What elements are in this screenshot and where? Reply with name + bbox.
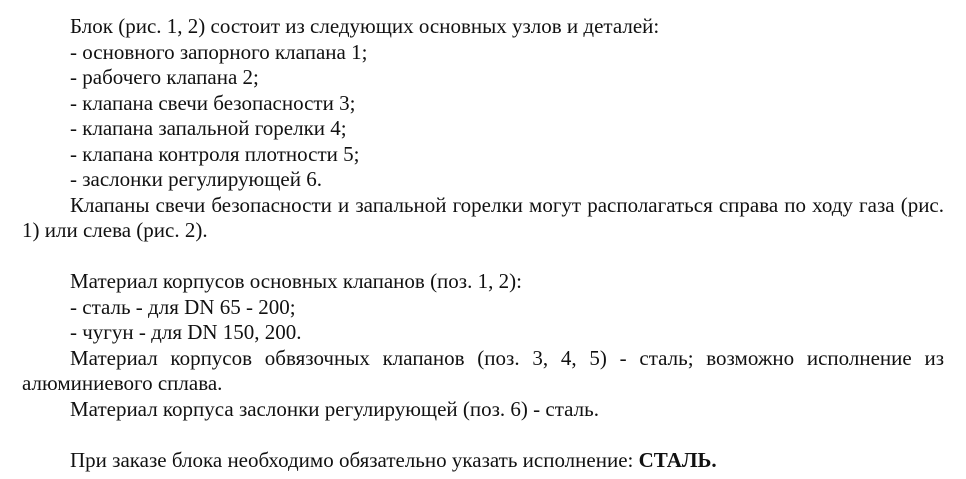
order-note bbox=[22, 448, 944, 474]
paragraph-gap bbox=[22, 422, 944, 448]
list-item: - основного запорного клапана 1; bbox=[70, 39, 368, 64]
list-item: - клапана контроля плотности 5; bbox=[70, 141, 360, 166]
binding-valves-material: Материал корпусов обвязочных клапанов (поз. 3, 4, 5) - сталь; возможно исполнение из алюминиевого сплава. bbox=[22, 345, 944, 395]
order-note-text: При заказе блока необходимо обязательно указать исполнение: bbox=[70, 447, 639, 472]
paragraph-gap bbox=[22, 244, 944, 270]
materials-intro: Материал корпусов основных клапанов (поз. 1, 2): bbox=[70, 269, 522, 293]
valves-position-note: Клапаны свечи безопасности и запальной горелки могут располагаться справа по ходу газа (рис. 1) или слева (рис. 2). bbox=[22, 192, 944, 242]
list-item: - заслонки регулирующей 6. bbox=[70, 167, 322, 191]
list-item: - клапана свечи безопасности 3; bbox=[70, 90, 356, 115]
damper-material: Материал корпуса заслонки регулирующей (поз. 6) - сталь. bbox=[70, 396, 599, 421]
list-item: - рабочего клапана 2; bbox=[70, 65, 259, 89]
order-note-emphasis: СТАЛЬ. bbox=[638, 447, 717, 472]
components-intro: Блок (рис. 1, 2) состоит из следующих основных узлов и деталей: bbox=[70, 14, 660, 38]
list-item: - сталь - для DN 65 - 200; bbox=[70, 294, 296, 319]
document-body bbox=[22, 14, 944, 473]
list-item: - чугун - для DN 150, 200. bbox=[70, 320, 302, 344]
list-item: - клапана запальной горелки 4; bbox=[70, 116, 347, 140]
